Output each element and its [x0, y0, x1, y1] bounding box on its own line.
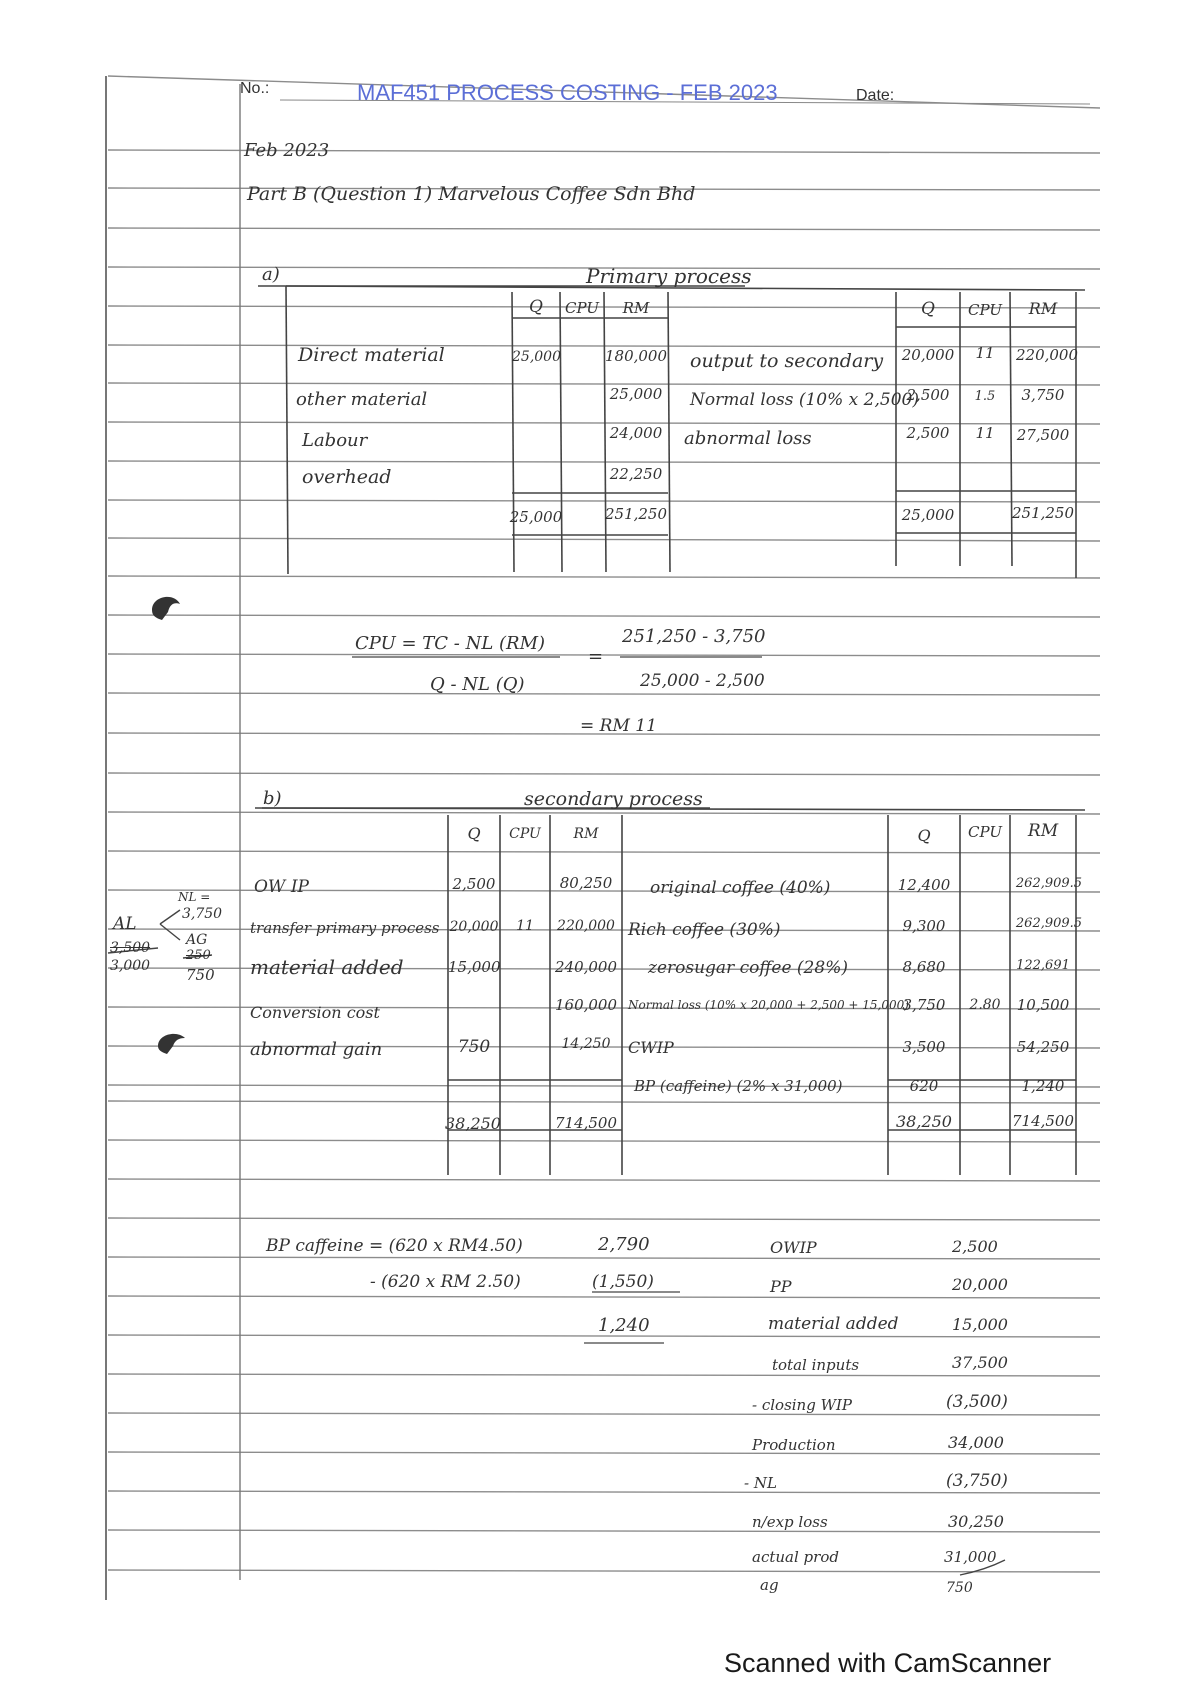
margin-note-al: AL	[113, 914, 137, 934]
cell-rm: 22,250	[609, 465, 663, 483]
col-header-rm: RM	[1028, 299, 1058, 318]
recon-label: ag	[760, 1576, 779, 1594]
recon-value: 30,250	[948, 1512, 1004, 1531]
cpu-formula-numerator: CPU = TC - NL (RM)	[355, 633, 546, 654]
page-title: MAF451 PROCESS COSTING - FEB 2023	[357, 80, 778, 105]
recon-label: - closing WIP	[752, 1396, 853, 1414]
col-header-cpu: CPU	[565, 299, 599, 317]
recon-label: n/exp loss	[752, 1513, 828, 1531]
cpu-value-denominator: 25,000 - 2,500	[640, 671, 765, 691]
col-header-cpu: CPU	[968, 823, 1002, 841]
margin-note-ag: AG	[186, 932, 208, 948]
row-label: Conversion cost	[250, 1003, 380, 1022]
cell-cpu: 11	[975, 344, 995, 362]
cell-cpu: 2.80	[969, 997, 1001, 1013]
cell-rm: 25,000	[609, 385, 663, 403]
row-label: Normal loss (10% x 2,500)	[690, 390, 919, 410]
total-q: 38,250	[896, 1112, 952, 1131]
row-label: zerosugar coffee (28%)	[648, 958, 848, 978]
cell-rm: 3,750	[1021, 386, 1065, 404]
bp-line-2-value: (1,550)	[592, 1272, 654, 1292]
recon-label: OWIP	[770, 1238, 817, 1257]
cell-q: 8,680	[902, 958, 946, 976]
cell-cpu: 1.5	[974, 389, 996, 404]
row-label: other material	[296, 389, 428, 410]
cell-rm: 160,000	[554, 996, 618, 1014]
cell-rm: 54,250	[1016, 1038, 1070, 1056]
col-header-q: Q	[529, 297, 543, 317]
cell-rm: 27,500	[1016, 426, 1070, 444]
col-header-q: Q	[917, 826, 931, 845]
cell-rm: 80,250	[559, 874, 613, 892]
margin-note-al-value: 3,000	[110, 958, 151, 974]
recon-value: 15,000	[952, 1315, 1008, 1334]
cell-cpu: 11	[516, 918, 534, 934]
total-rm: 714,500	[1011, 1112, 1075, 1130]
recon-value: 20,000	[952, 1275, 1008, 1294]
question-heading: Part B (Question 1) Marvelous Coffee Sdn Bhd	[247, 183, 696, 205]
recon-value: 31,000	[944, 1548, 997, 1566]
col-header-cpu: CPU	[509, 826, 541, 842]
recon-label: PP	[770, 1277, 792, 1296]
bp-line-2: - (620 x RM 2.50)	[370, 1272, 521, 1292]
recon-label: Production	[752, 1436, 836, 1454]
margin-note-ag-struck: 250	[186, 948, 211, 963]
recon-label: - NL	[744, 1474, 777, 1492]
date-label: Date:	[856, 87, 895, 104]
part-b-heading: secondary process	[524, 788, 703, 810]
bp-line-1-value: 2,790	[598, 1234, 650, 1255]
part-a-marker: a)	[262, 264, 280, 285]
cell-cpu: 11	[975, 424, 995, 442]
row-label: Direct material	[298, 344, 445, 366]
cell-q: 620	[909, 1077, 939, 1095]
no-label: No.:	[240, 80, 270, 97]
ink-blot-icon	[148, 590, 184, 626]
date-line: Feb 2023	[244, 140, 330, 161]
recon-value: (3,750)	[946, 1471, 1008, 1491]
total-q: 38,250	[445, 1114, 501, 1133]
recon-value: 750	[946, 1580, 973, 1596]
part-b-marker: b)	[263, 788, 282, 809]
cell-rm: 220,000	[557, 918, 615, 934]
cell-rm: 262,909.5	[1015, 876, 1083, 891]
col-header-rm: RM	[573, 826, 599, 842]
cell-q: 20,000	[449, 919, 499, 935]
cell-q: 9,300	[902, 917, 946, 935]
col-header-rm: RM	[1027, 821, 1059, 841]
cell-q: 15,000	[448, 958, 501, 976]
row-label: abnormal loss	[684, 428, 812, 449]
cell-q: 3,750	[902, 996, 946, 1014]
cell-q: 3,500	[902, 1038, 946, 1056]
cpu-equals: =	[588, 646, 604, 667]
cell-q: 12,400	[897, 876, 951, 894]
total-q: 25,000	[901, 506, 955, 524]
cell-rm: 262,909.5	[1015, 916, 1083, 931]
col-header-q: Q	[467, 824, 481, 843]
part-a-heading: Primary process	[586, 264, 752, 288]
cell-q: 2,500	[452, 875, 496, 893]
row-label: transfer primary process	[250, 919, 440, 937]
cell-q: 20,000	[901, 346, 955, 364]
cell-q: 25,000	[512, 349, 561, 365]
cell-rm: 122,691	[1016, 958, 1070, 973]
row-label: OW IP	[254, 877, 309, 897]
cpu-value-numerator: 251,250 - 3,750	[622, 626, 766, 647]
total-q: 25,000	[509, 508, 563, 526]
recon-value: 34,000	[948, 1433, 1004, 1452]
recon-label: actual prod	[752, 1548, 839, 1566]
row-label: Rich coffee (30%)	[628, 920, 781, 940]
total-rm: 251,250	[1011, 504, 1075, 522]
cell-rm: 220,000	[1015, 346, 1079, 364]
cell-rm: 24,000	[609, 424, 663, 442]
cell-rm: 1,240	[1021, 1077, 1065, 1095]
bp-line-1: BP caffeine = (620 x RM4.50)	[266, 1236, 523, 1256]
col-header-cpu: CPU	[968, 301, 1002, 319]
margin-note-al-struck: 3,500	[110, 940, 151, 956]
ink-blot-icon	[155, 1028, 189, 1058]
row-label: BP (caffeine) (2% x 31,000)	[634, 1077, 843, 1095]
cpu-formula-denominator: Q - NL (Q)	[430, 674, 525, 695]
row-label: output to secondary	[690, 350, 884, 372]
row-label: Labour	[302, 430, 368, 451]
recon-value: 2,500	[952, 1237, 998, 1256]
row-label: original coffee (40%)	[650, 878, 831, 898]
margin-note-nl-value: 3,750	[182, 906, 223, 922]
cell-q: 2,500	[906, 424, 950, 442]
cell-q: 2,500	[906, 386, 950, 404]
recon-value: 37,500	[952, 1353, 1008, 1372]
cpu-result: = RM 11	[580, 716, 657, 736]
row-label: overhead	[302, 466, 392, 488]
col-header-q: Q	[921, 299, 935, 319]
cell-q: 750	[457, 1037, 491, 1057]
bp-result: 1,240	[598, 1315, 650, 1336]
row-label: abnormal gain	[250, 1039, 383, 1060]
cell-rm: 240,000	[554, 958, 618, 976]
row-label: CWIP	[628, 1038, 674, 1057]
col-header-rm: RM	[622, 299, 650, 317]
cell-rm: 10,500	[1016, 996, 1070, 1014]
scanner-watermark: Scanned with CamScanner	[724, 1648, 1052, 1678]
cell-rm: 180,000	[604, 347, 668, 365]
margin-note-nl: NL =	[178, 890, 211, 904]
total-rm: 714,500	[554, 1114, 618, 1132]
total-rm: 251,250	[604, 505, 668, 523]
row-label: material added	[250, 955, 404, 979]
margin-note-ag-value: 750	[186, 966, 215, 984]
recon-value: (3,500)	[946, 1392, 1008, 1412]
recon-label: total inputs	[772, 1356, 860, 1374]
recon-label: material added	[768, 1314, 899, 1334]
row-label: Normal loss (10% x 20,000 + 2,500 + 15,000)	[628, 998, 909, 1012]
cell-rm: 14,250	[561, 1036, 611, 1052]
